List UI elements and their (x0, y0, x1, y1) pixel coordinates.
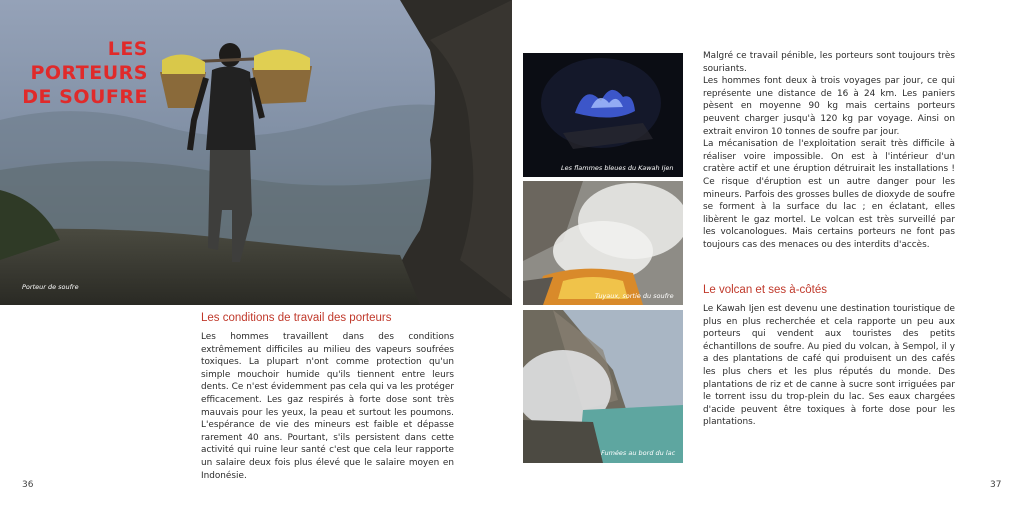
hero-caption: Porteur de soufre (22, 283, 79, 291)
section-heading-working-conditions: Les conditions de travail des porteurs (201, 312, 392, 324)
paragraph-trips: Les hommes font deux à trois voyages par jour, ce qui représente une distance de 16 à 24 km. Les paniers pèsent en moyenne 90 kg mais certains porteurs peuvent charger jusqu'à 120 kg par voyage. Ainsi on extrait environ 10 tonnes de soufre par jour. (703, 76, 955, 137)
title-line-1: LES PORTEURS (30, 38, 148, 84)
page-title (20, 37, 148, 109)
photo-caption-3: Fumées au bord du lac (601, 449, 676, 457)
right-intro-text (703, 50, 955, 252)
page-number-right: 37 (990, 480, 1002, 490)
photo-caption-1: Les flammes bleues du Kawah Ijen (561, 164, 674, 172)
volcano-paragraph (703, 303, 955, 429)
paragraph-mechanisation: La mécanisation de l'exploitation serait très difficile à réaliser voire impossible. On est à l'intérieur d'un cratère actif et une éruption détruirait les installations ! Ce risque d'éruption est un autre danger pour les mineurs. Parfois des grosses bulles de dioxyde de soufre se forment à la surface du lac ; en éclatant, elles libèrent le gaz mortel. Le volcan est très surveillé par les volcanologues. Mais certains porteurs ne font pas toujours cas des menaces ou des interdits d'accès. (703, 139, 955, 250)
section-heading-volcano: Le volcan et ses à-côtés (703, 284, 828, 296)
title-line-2: DE SOUFRE (22, 86, 148, 108)
photo-sulfur-pipes (523, 181, 683, 305)
photo-blue-flames-illustration (523, 53, 683, 177)
photo-lake-fumes (523, 310, 683, 463)
hero-photo-sulfur-porter (0, 0, 512, 305)
photo-caption-2: Tuyaux, sortie du soufre (595, 292, 674, 300)
working-conditions-text: Les hommes travaillent dans des conditions extrêmement difficiles au milieu des vapeurs soufrées toxiques. La plupart n'ont comme protection qu'un simple mouchoir humide qu'ils tiennent entre leurs dents. Ce n'est évidemment pas cela qui va les protéger efficacement. Les gaz respirés à forte dose sont très mauvais pour les yeux, la peau et surtout les poumons. L'espérance de vie des mineurs est faible et dépasse rarement 40 ans. Pourtant, s'ils persistent dans cette activité qui ruine leur santé c'est que cela leur rapporte un salaire deux fois plus élevé que le salaire moyen en Indonésie. (201, 332, 454, 481)
right-page (512, 0, 1024, 512)
paragraph-smiling: Malgré ce travail pénible, les porteurs sont toujours très souriants. (703, 51, 955, 74)
photo-lake-fumes-illustration (523, 310, 683, 463)
volcano-text: Le Kawah Ijen est devenu une destination touristique de plus en plus recherchée et cela rapporte un peu aux porteurs qui vendent aux touristes des petits échantillons de soufre. Au pied du volcan, à Sempol, il y a des plantations de café qui produisent un des cafés les plus chers et les plus réputés du monde. Des plantations de riz et de canne à sucre sont irriguées par le torrent issu du trop-plein du lac. Ses eaux chargées d'acide peuvent être toxiques à forte dose pour les plantations. (703, 304, 955, 428)
page-number-left: 36 (22, 480, 34, 490)
photo-sulfur-pipes-illustration (523, 181, 683, 305)
working-conditions-paragraph (201, 331, 454, 482)
photo-blue-flames (523, 53, 683, 177)
